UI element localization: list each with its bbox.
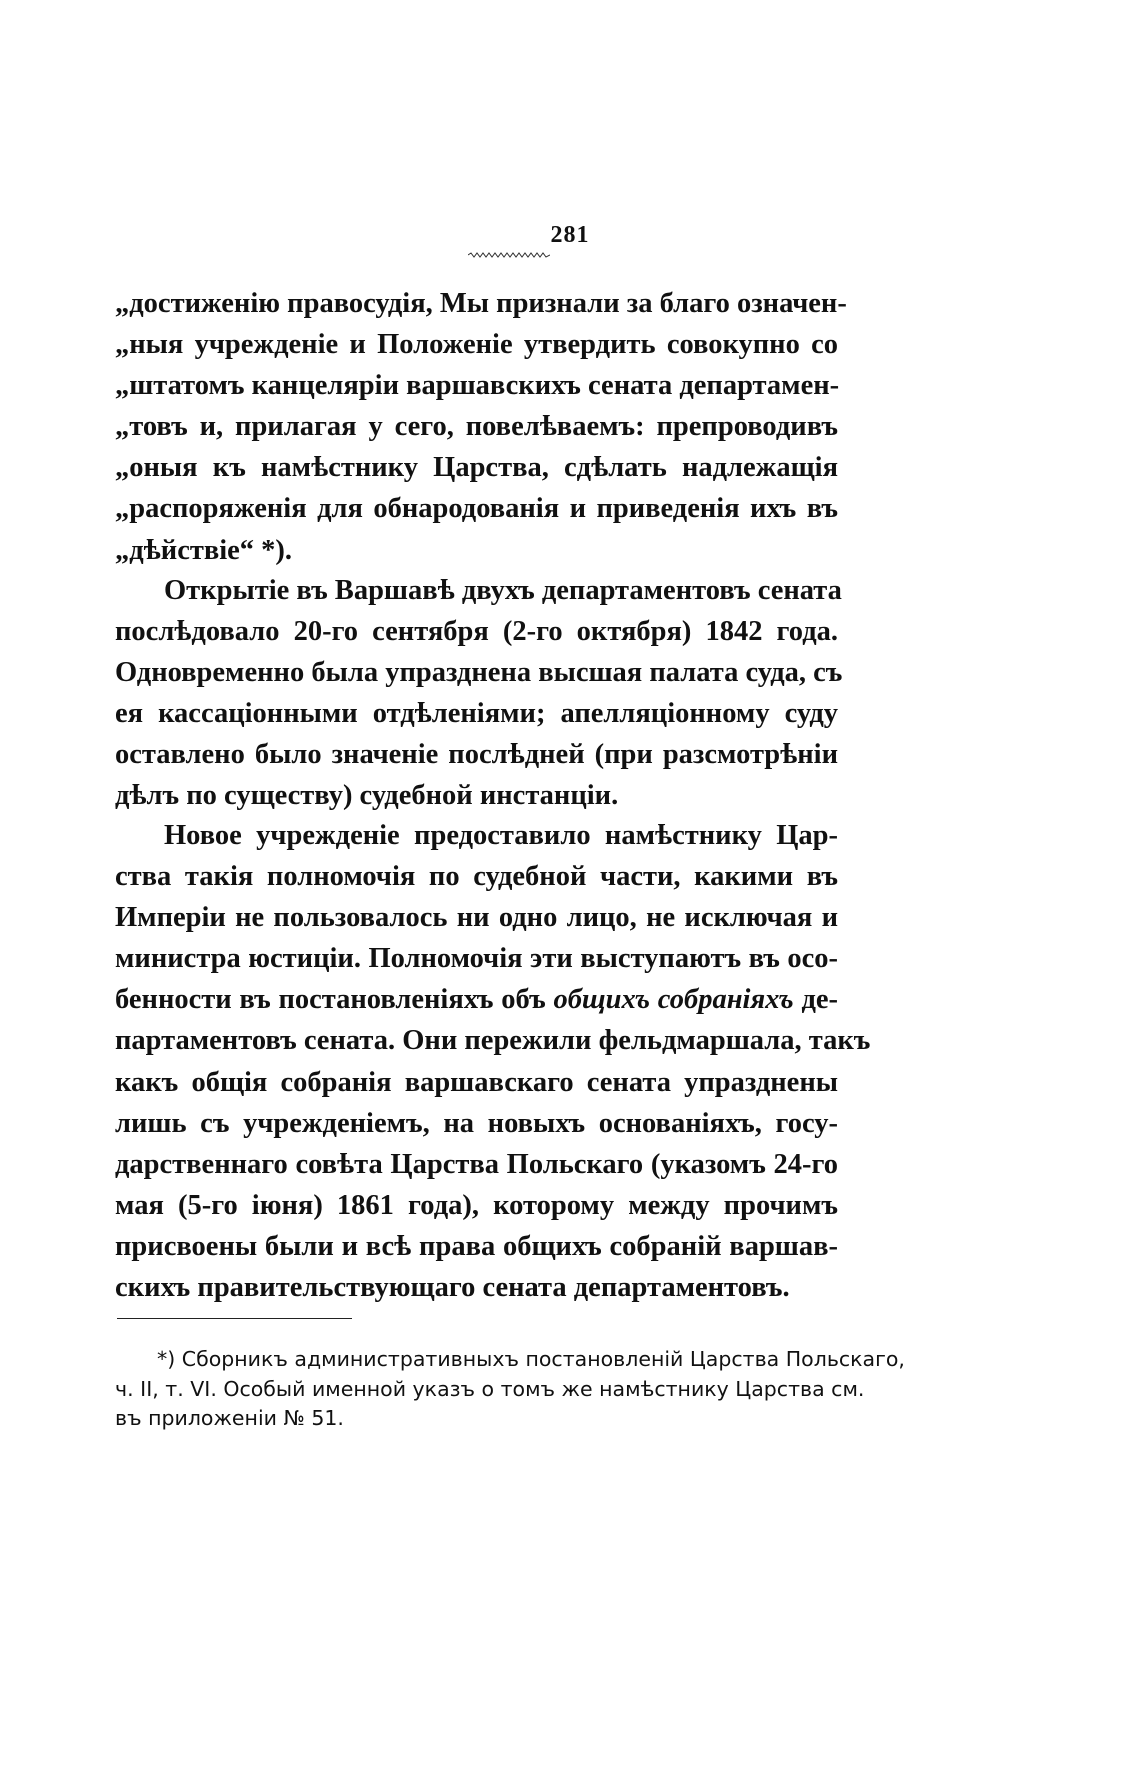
text-line: „оныя къ намѣстнику Царства, сдѣлать надлежащія [115, 452, 838, 484]
text-line: Новое учрежденіе предоставило намѣстнику Цар- [164, 820, 838, 851]
text-line: министра юстиціи. Полномочія эти выступаютъ въ осо- [115, 943, 838, 975]
text-line: „штатомъ канцеляріи варшавскихъ сената департамен- [115, 370, 840, 402]
text-line: мая (5-го іюня) 1861 года), которому между прочимъ [115, 1189, 838, 1221]
text-segment: бенности въ постановленіяхъ объ [115, 984, 554, 1016]
text-line: скихъ правительствующаго сената департаментовъ. [115, 1272, 790, 1304]
text-line: послѣдовало 20-го сентября (2-го октября) 1842 года. [115, 616, 838, 648]
text-line: „дѣйствіе“ *). [115, 534, 293, 566]
text-line: „ныя учрежденіе и Положеніе утвердить совокупно со [115, 329, 838, 361]
text-line: оставлено было значеніе послѣдней (при разсмотрѣніи [115, 739, 838, 771]
text-line: ства такія полномочія по судебной части, какими въ [115, 861, 838, 893]
text-line: „распоряженія для обнародованія и приведенія ихъ въ [115, 493, 838, 525]
paragraph-quoted-decree [115, 283, 847, 571]
text-line: дарственнаго совѣта Царства Польскаго (указомъ 24-го [115, 1148, 838, 1180]
text-line: партаментовъ сената. Они пережили фельдмаршала, такъ [115, 1025, 871, 1057]
footnote-line: *) Сборникъ административныхъ постановленій Царства Польскаго, [157, 1347, 905, 1371]
footnote-line: въ приложеніи № 51. [115, 1406, 344, 1430]
text-line: какъ общія собранія варшавскаго сената упразднены [115, 1066, 838, 1098]
text-line: Открытіе въ Варшавѣ двухъ департаментовъ сената [164, 575, 842, 606]
text-line: „товъ и, прилагая у сего, повелѣваемъ: препроводивъ [115, 411, 838, 443]
footnote [115, 1345, 905, 1434]
page-number-ornament [468, 252, 550, 258]
text-line: присвоены были и всѣ права общихъ собраній варшав- [115, 1230, 838, 1262]
text-line: ея кассаціонными отдѣленіями; апелляціонному суду [115, 698, 838, 730]
text-line: „достиженію правосудія, Мы признали за благо означен- [115, 288, 847, 319]
text-line: лишь съ учрежденіемъ, на новыхъ основаніяхъ, госу- [115, 1107, 838, 1139]
paragraph-opening-departments [115, 570, 843, 817]
text-line [115, 979, 838, 1020]
emphasized-text: общихъ собраніяхъ [553, 984, 794, 1016]
footnote-divider [117, 1318, 352, 1319]
paragraph-new-institution [115, 815, 871, 1308]
text-line: дѣлъ по существу) судебной инстанціи. [115, 780, 619, 812]
text-segment: де- [793, 984, 839, 1016]
text-line: Имперіи не пользовалось ни одно лицо, не исключая и [115, 902, 838, 934]
text-line: Одновременно была упразднена высшая палата суда, съ [115, 657, 843, 689]
footnote-line: ч. II, т. VI. Особый именной указъ о томъ же намѣстнику Царства см. [115, 1376, 865, 1401]
page-number: 281 [550, 222, 590, 248]
